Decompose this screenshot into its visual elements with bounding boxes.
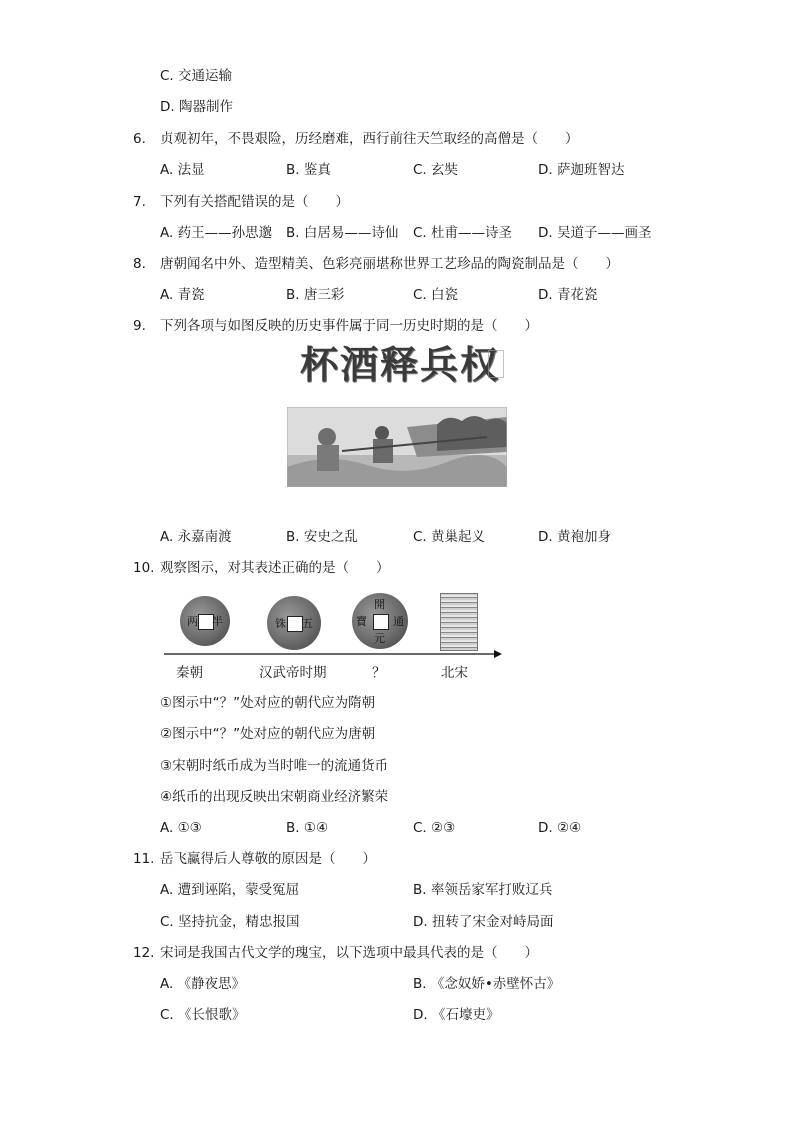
option-a: A. 青瓷 [160, 287, 205, 303]
timeline-label: 汉武帝时期 [259, 665, 327, 681]
question-stem: 下列各项与如图反映的历史事件属于同一历史时期的是（ ） [160, 318, 538, 334]
timeline-arrow [164, 648, 504, 660]
question-number: 9. [133, 318, 146, 334]
option-d: D. 《石壕吏》 [413, 1007, 500, 1023]
question-number: 11. [133, 851, 155, 867]
option-c: C. 杜甫——诗圣 [413, 225, 513, 241]
option-a: A. ①③ [160, 820, 202, 836]
option-d: D. ②④ [538, 820, 582, 836]
seal-stamp [488, 350, 504, 378]
option-c: C. ②③ [413, 820, 456, 836]
option-a: A. 永嘉南渡 [160, 529, 232, 545]
option-b: B. 《念奴娇•赤壁怀古》 [413, 976, 561, 992]
question-number: 10. [133, 560, 155, 576]
banliang-coin [180, 596, 230, 646]
coin-char: 元 [374, 632, 385, 645]
coin-hole [287, 616, 303, 632]
option-b: B. 鉴真 [286, 162, 331, 178]
question-number: 12. [133, 945, 155, 961]
option-d: D. 扭转了宋金对峙局面 [413, 914, 554, 930]
question-stem: 唐朝闻名中外、造型精美、色彩亮丽堪称世界工艺珍品的陶瓷制品是（ ） [160, 256, 619, 272]
coin-char: 铢 [275, 617, 286, 630]
coin-char: 通 [393, 615, 404, 628]
question-stem: 宋词是我国古代文学的瑰宝，以下选项中最具代表的是（ ） [160, 945, 538, 961]
option-b: B. 率领岳家军打败辽兵 [413, 882, 553, 898]
coin-hole [373, 614, 389, 630]
option-c: C. 黄巢起义 [413, 529, 486, 545]
coin-char: 五 [302, 617, 313, 630]
question-stem: 岳飞赢得后人尊敬的原因是（ ） [160, 851, 376, 867]
question-number: 7. [133, 194, 146, 210]
option-d: D. 黄袍加身 [538, 529, 611, 545]
prev-option-c: C. 交通运输 [160, 68, 233, 84]
calligraphy-title-image [300, 340, 510, 390]
option-d: D. 萨迦班智达 [538, 162, 625, 178]
coin-char: 半 [212, 615, 223, 628]
kaiyuan-tongbao-coin [352, 593, 408, 649]
question-stem: 观察图示，对其表述正确的是（ ） [160, 560, 390, 576]
option-c: C. 白瓷 [413, 287, 459, 303]
option-d: D. 青花瓷 [538, 287, 598, 303]
question-stem: 下列有关搭配错误的是（ ） [160, 194, 349, 210]
question-number: 8. [133, 256, 146, 272]
historical-painting [287, 407, 507, 487]
statement: ③宋朝时纸币成为当时唯一的流通货币 [160, 758, 389, 774]
statement: ④纸币的出现反映出宋朝商业经济繁荣 [160, 789, 389, 805]
option-b: B. ①④ [286, 820, 329, 836]
question-number: 6. [133, 131, 146, 147]
option-a: A. 遭到诬陷，蒙受冤屈 [160, 882, 300, 898]
coin-char: 寶 [356, 615, 367, 628]
option-a: A. 《静夜思》 [160, 976, 246, 992]
jiaozi-paper-money [440, 593, 478, 651]
option-b: B. 唐三彩 [286, 287, 345, 303]
option-b: B. 安史之乱 [286, 529, 358, 545]
option-c: C. 坚持抗金，精忠报国 [160, 914, 300, 930]
question-stem: 贞观初年，不畏艰险，历经磨难，西行前往天竺取经的高僧是（ ） [160, 131, 579, 147]
option-a: A. 药王——孙思邈 [160, 225, 273, 241]
option-a: A. 法显 [160, 162, 205, 178]
statement: ①图示中“？”处对应的朝代应为隋朝 [160, 695, 376, 711]
option-b: B. 白居易——诗仙 [286, 225, 399, 241]
timeline-label: 秦朝 [176, 665, 203, 681]
option-d: D. 吴道子——画圣 [538, 225, 652, 241]
timeline-label: 北宋 [441, 665, 468, 681]
timeline-label: ？ [372, 665, 386, 681]
coin-char: 两 [187, 615, 198, 628]
option-c: C. 玄奘 [413, 162, 459, 178]
calligraphy-title: 杯酒释兵权 [300, 342, 501, 387]
option-c: C. 《长恨歌》 [160, 1007, 246, 1023]
statement: ②图示中“？”处对应的朝代应为唐朝 [160, 726, 376, 742]
prev-option-d: D. 陶器制作 [160, 99, 233, 115]
wuzhu-coin [267, 596, 321, 650]
coin-char: 開 [374, 598, 385, 611]
